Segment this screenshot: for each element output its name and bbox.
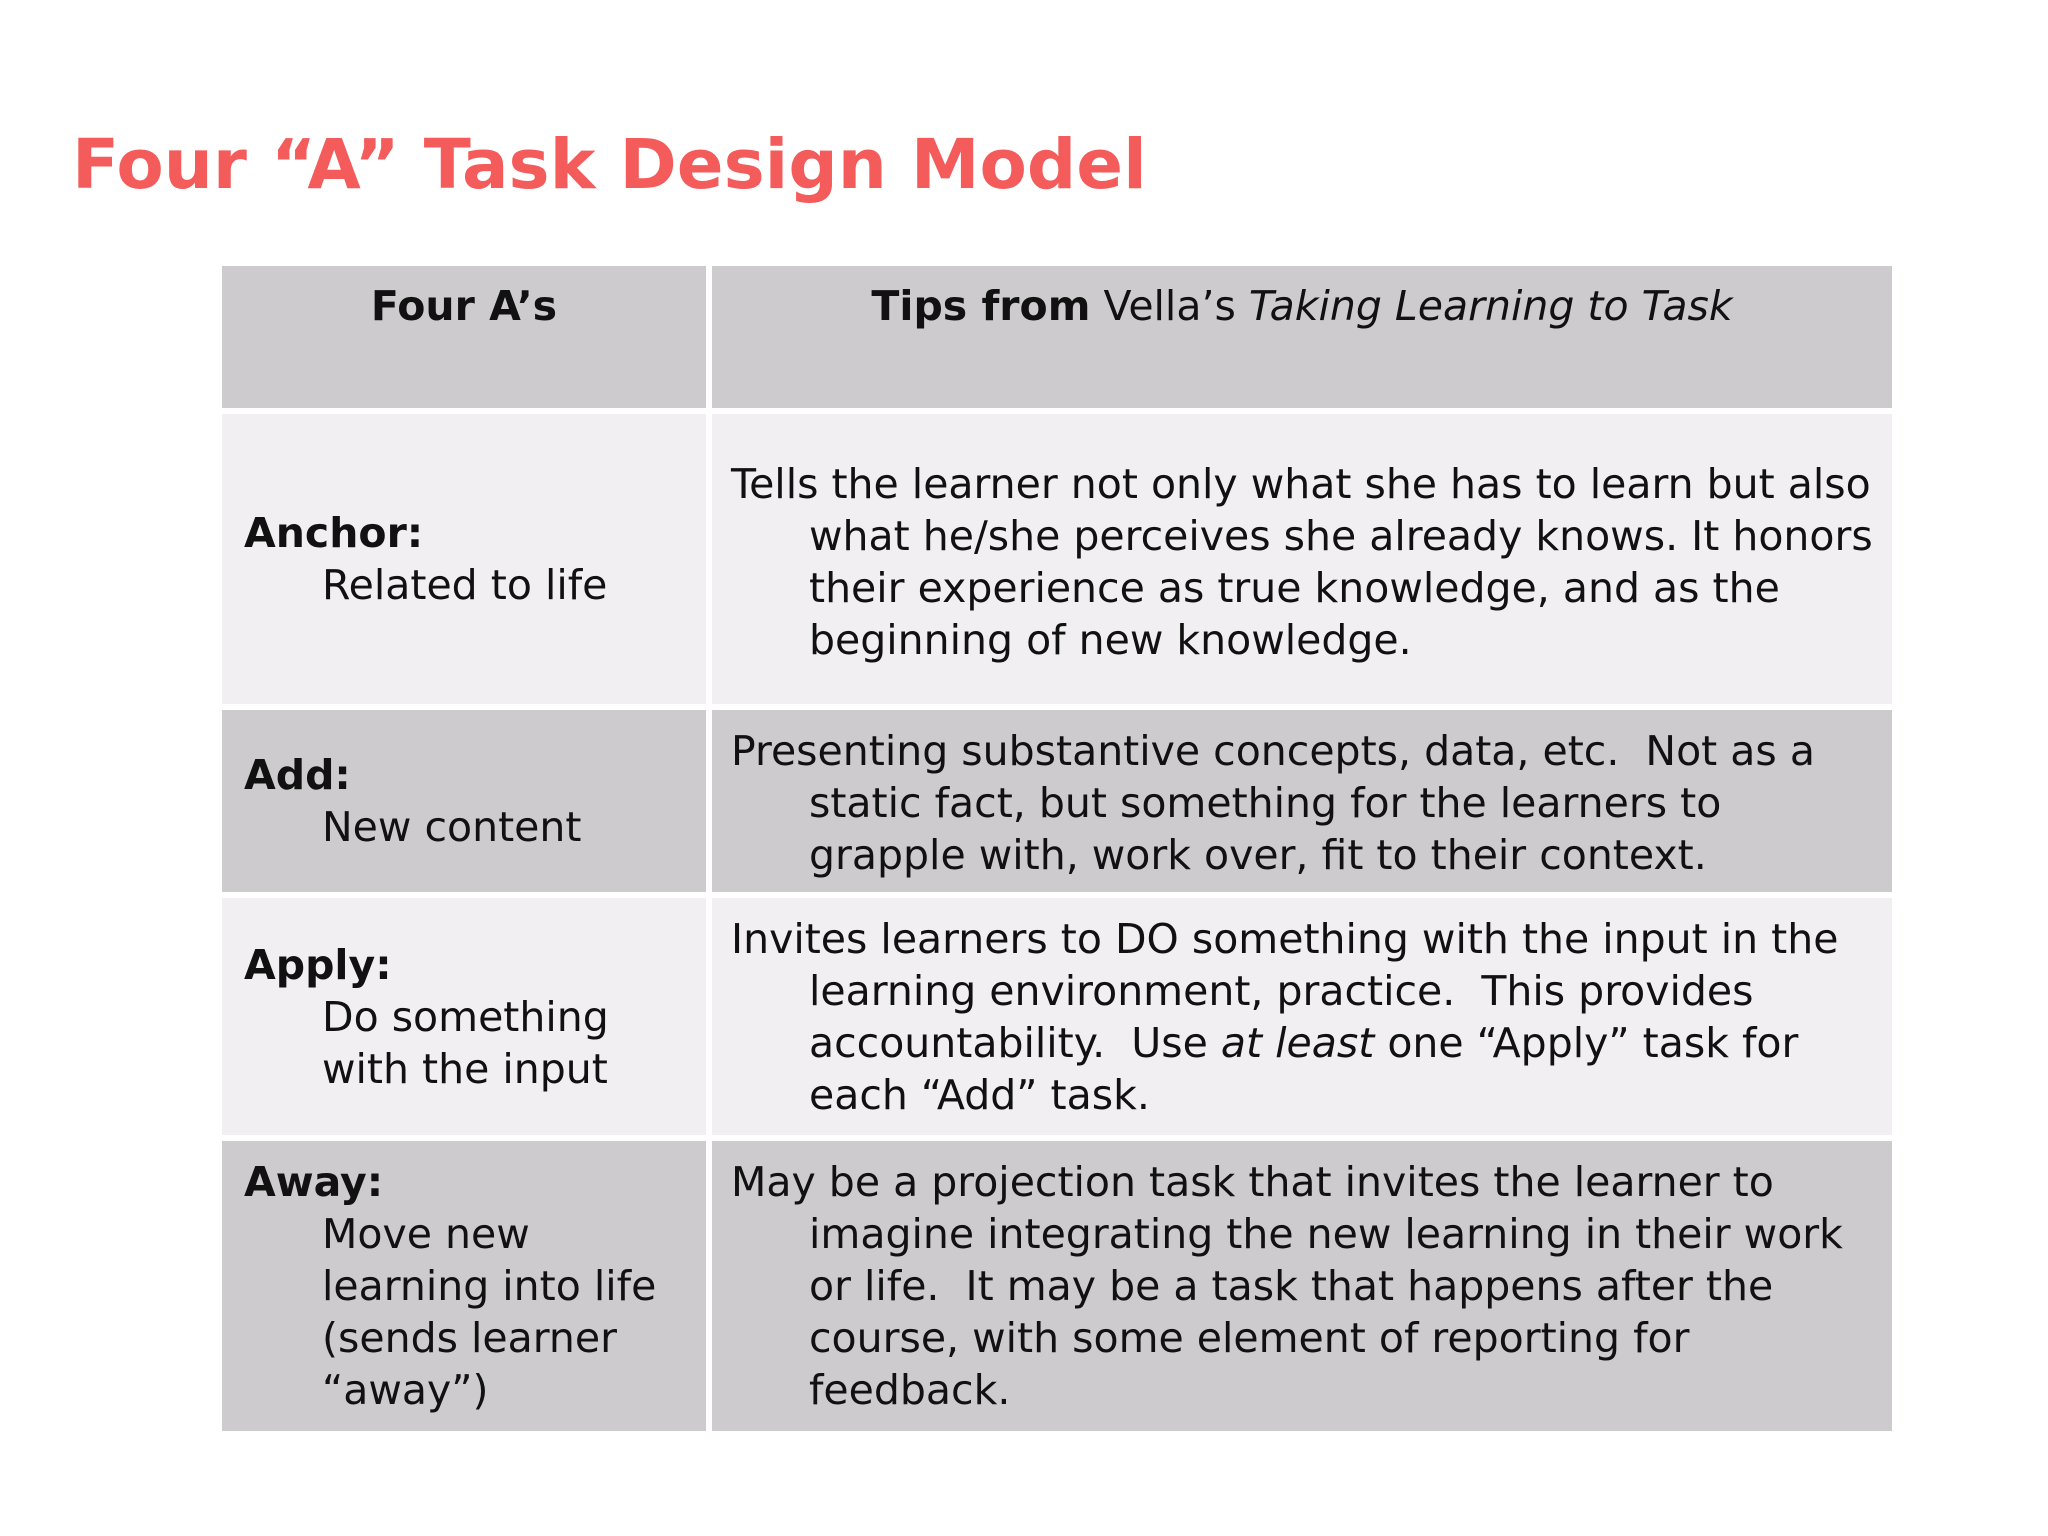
anchor-tip-cell xyxy=(712,414,1892,704)
apply-tip-text-start: Invites learners to DO something with the input in the learning environment, practice. This provides accountability. Use xyxy=(731,915,1839,1067)
table-row-apply xyxy=(222,898,1892,1135)
table-row-away xyxy=(222,1141,1892,1431)
add-tip: Presenting substantive concepts, data, etc. Not as a static fact, but something for the learners to grapple with, work over, fit to their context. xyxy=(731,727,1815,879)
apply-description: Do something with the input xyxy=(322,992,609,1093)
anchor-term-cell xyxy=(222,414,706,704)
away-term-cell xyxy=(222,1141,706,1431)
header-tips-bold: Tips from xyxy=(871,282,1091,330)
header-four-as xyxy=(222,266,706,408)
away-tip: May be a projection task that invites the learner to imagine integrating the new learning in their work or life. It may be a task that happens after the course, with some element of reporting for feedback. xyxy=(731,1158,1843,1414)
table-row-add xyxy=(222,710,1892,892)
apply-term: Apply: xyxy=(244,940,392,989)
header-tips xyxy=(712,266,1892,408)
add-description: New content xyxy=(322,803,582,851)
header-tips-author: Vella’s xyxy=(1090,282,1249,330)
apply-tip-cell xyxy=(712,898,1892,1135)
apply-tip-emphasis: at least xyxy=(1220,1019,1375,1067)
away-description: Move new learning into life (sends learner “away”) xyxy=(322,1210,657,1414)
apply-tip-text-end: one “Apply” task for each “Add” task. xyxy=(809,1019,1799,1119)
away-term: Away: xyxy=(244,1158,384,1206)
table-header-row xyxy=(222,266,1892,408)
anchor-description: Related to life xyxy=(322,561,608,609)
away-tip-cell xyxy=(712,1141,1892,1431)
slide-title: Four “A” Task Design Model xyxy=(72,125,1147,205)
add-tip-cell xyxy=(712,710,1892,892)
header-four-as-label: Four A’s xyxy=(370,282,558,330)
header-tips-book-title: Taking Learning to Task xyxy=(1248,282,1733,330)
apply-tip xyxy=(731,913,1876,1121)
table-row-anchor xyxy=(222,414,1892,704)
four-a-table xyxy=(222,266,1892,1431)
add-term: Add: xyxy=(244,751,351,799)
anchor-tip: Tells the learner not only what she has to learn but also what he/she perceives she already knows. It honors their experience as true knowledge, and as the beginning of new knowledge. xyxy=(731,460,1873,664)
add-term-cell xyxy=(222,710,706,892)
apply-term-cell xyxy=(222,898,706,1135)
anchor-term: Anchor: xyxy=(244,509,424,557)
